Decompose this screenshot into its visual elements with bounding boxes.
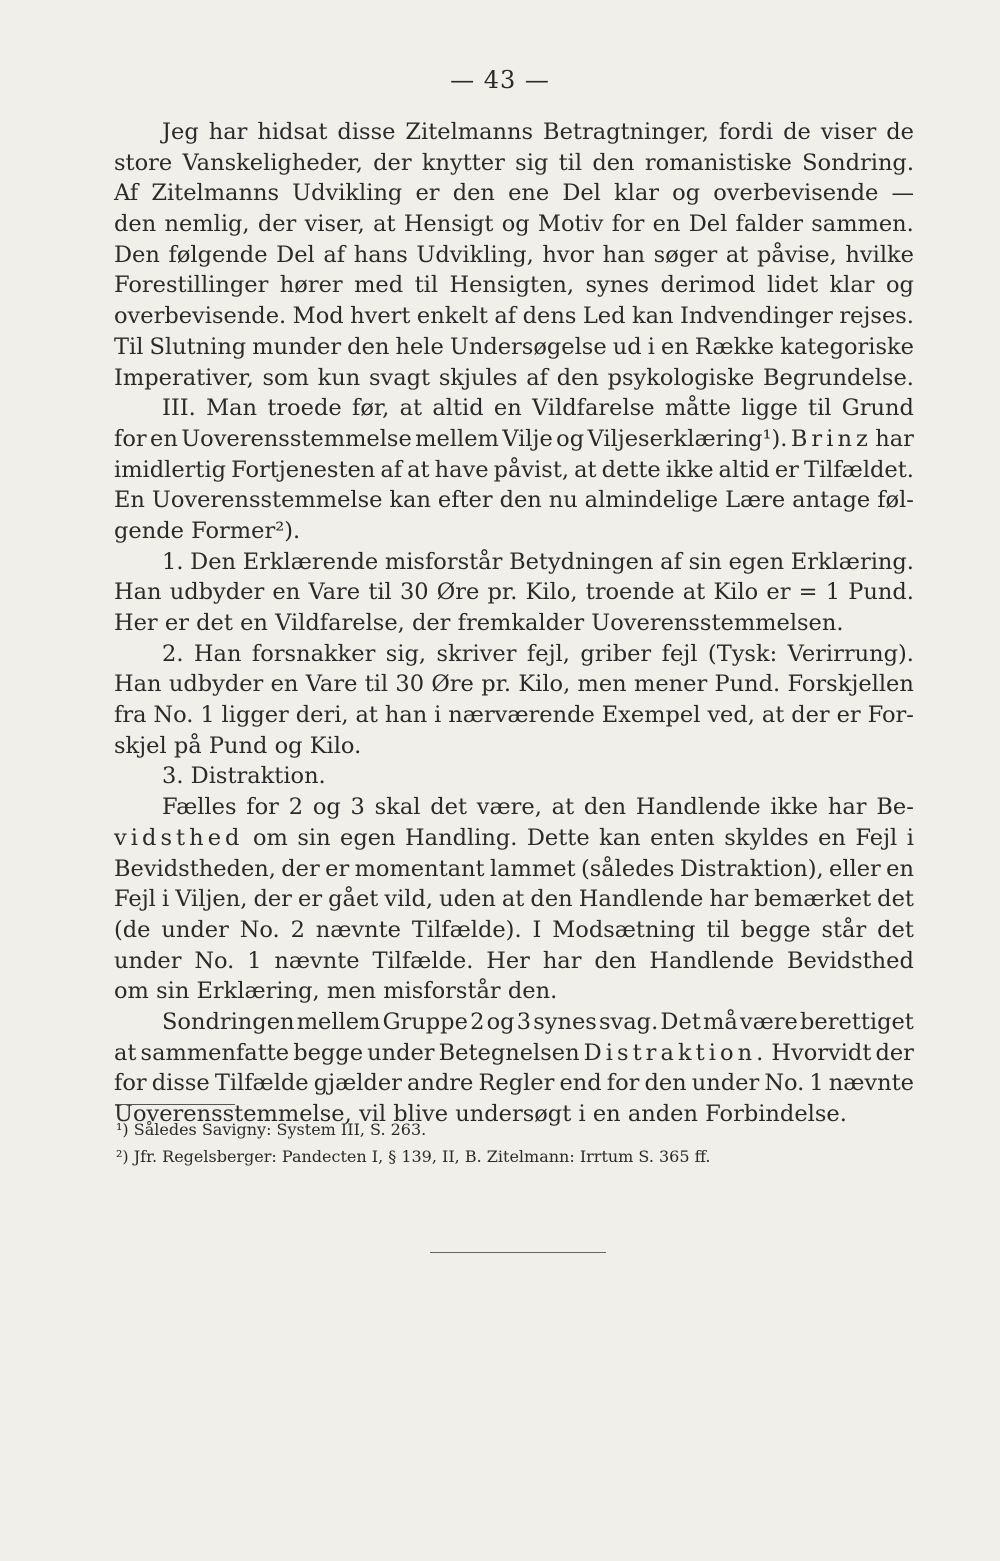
text-line: gende Former²). bbox=[114, 517, 301, 544]
text-line: overbevisende. Mod hvert enkelt af dens Led kan Indvendinger rejses. bbox=[114, 303, 914, 330]
text-line: Til Slutning munder den hele Undersøgelse ud i en Række kategoriske bbox=[114, 333, 914, 360]
text-line: vidsthed om sin egen Handling. Dette kan enten skyldes en Fejl i bbox=[114, 824, 914, 851]
text-line: Af Zitelmanns Udvikling er den ene Del klar og overbevisende — bbox=[114, 180, 914, 207]
text-line: Her er det en Vildfarelse, der fremkalder Uoverensstemmelsen. bbox=[114, 610, 844, 636]
footnote-divider bbox=[115, 1104, 235, 1105]
page-number: — 43 — bbox=[450, 66, 550, 94]
text-line: imidlertig Fortjenesten af at have påvist, at dette ikke altid er Tilfældet. bbox=[114, 456, 914, 483]
text-line: En Uoverensstemmelse kan efter den nu almindelige Lære antage føl- bbox=[114, 487, 914, 514]
text-line: 2. Han forsnakker sig, skriver fejl, griber fejl (Tysk: Verirrung). bbox=[162, 640, 914, 667]
footnote-1: ¹) Således Savigny: System III, S. 263. bbox=[116, 1120, 427, 1139]
end-divider bbox=[430, 1252, 606, 1253]
text-line: Jeg har hidsat disse Zitelmanns Betragtninger, fordi de viser de bbox=[162, 119, 914, 145]
text-line: III. Man troede før, at altid en Vildfarelse måtte ligge til Grund bbox=[162, 395, 914, 422]
text-line: store Vanskeligheder, der knytter sig til den romanistiske Sondring. bbox=[114, 149, 914, 176]
footnotes bbox=[116, 1116, 876, 1170]
text-line: Han udbyder en Vare til 30 Øre pr. Kilo, troende at Kilo er = 1 Pund. bbox=[114, 579, 914, 606]
text-line: for en Uoverensstemmelse mellem Vilje og Viljeserklæring¹). Brinz har bbox=[114, 425, 914, 452]
text-line: (de under No. 2 nævnte Tilfælde). I Modsætning til begge står det bbox=[114, 916, 914, 943]
text-line: fra No. 1 ligger deri, at han i nærværende Exempel ved, at der er For- bbox=[114, 702, 914, 729]
text-line: 1. Den Erklærende misforstår Betydningen af sin egen Erklæring. bbox=[162, 548, 914, 575]
text-line: Fejl i Viljen, der er gået vild, uden at den Handlende har bemærket det bbox=[114, 886, 914, 913]
text-line: Imperativer, som kun svagt skjules af den psykologiske Begrundelse. bbox=[114, 364, 914, 391]
text-line: den nemlig, der viser, at Hensigt og Motiv for en Del falder sammen. bbox=[114, 211, 914, 238]
text-line: Uoverensstemmelse, vil blive undersøgt i en anden Forbindelse. bbox=[114, 1101, 847, 1127]
footnote-2: ²) Jfr. Regelsberger: Pandecten I, § 139, II, B. Zitelmann: Irrtum S. 365 ff. bbox=[116, 1147, 711, 1166]
text-line: at sammenfatte begge under Betegnelsen Distraktion. Hvorvidt der bbox=[114, 1039, 914, 1066]
text-line: 3. Distraktion. bbox=[162, 763, 326, 790]
text-line: Bevidstheden, der er momentant lammet (således Distraktion), eller en bbox=[114, 855, 914, 882]
text-line: under No. 1 nævnte Tilfælde. Her har den Handlende Bevidsthed bbox=[114, 947, 914, 974]
text-line: for disse Tilfælde gjælder andre Regler end for den under No. 1 nævnte bbox=[114, 1070, 914, 1097]
text-line: Forestillinger hører med til Hensigten, synes derimod lidet klar og bbox=[114, 272, 914, 299]
text-line: Den følgende Del af hans Udvikling, hvor han søger at påvise, hvilke bbox=[114, 241, 914, 268]
text-line: Sondringen mellem Gruppe 2 og 3 synes svag. Det må være berettiget bbox=[162, 1008, 914, 1035]
text-line: Fælles for 2 og 3 skal det være, at den Handlende ikke har Be- bbox=[162, 794, 914, 821]
text-line: Han udbyder en Vare til 30 Øre pr. Kilo, men mener Pund. Forskjellen bbox=[114, 671, 914, 698]
body-text bbox=[114, 117, 914, 1130]
text-line: om sin Erklæring, men misforstår den. bbox=[114, 978, 558, 1005]
text-line: skjel på Pund og Kilo. bbox=[114, 732, 362, 759]
